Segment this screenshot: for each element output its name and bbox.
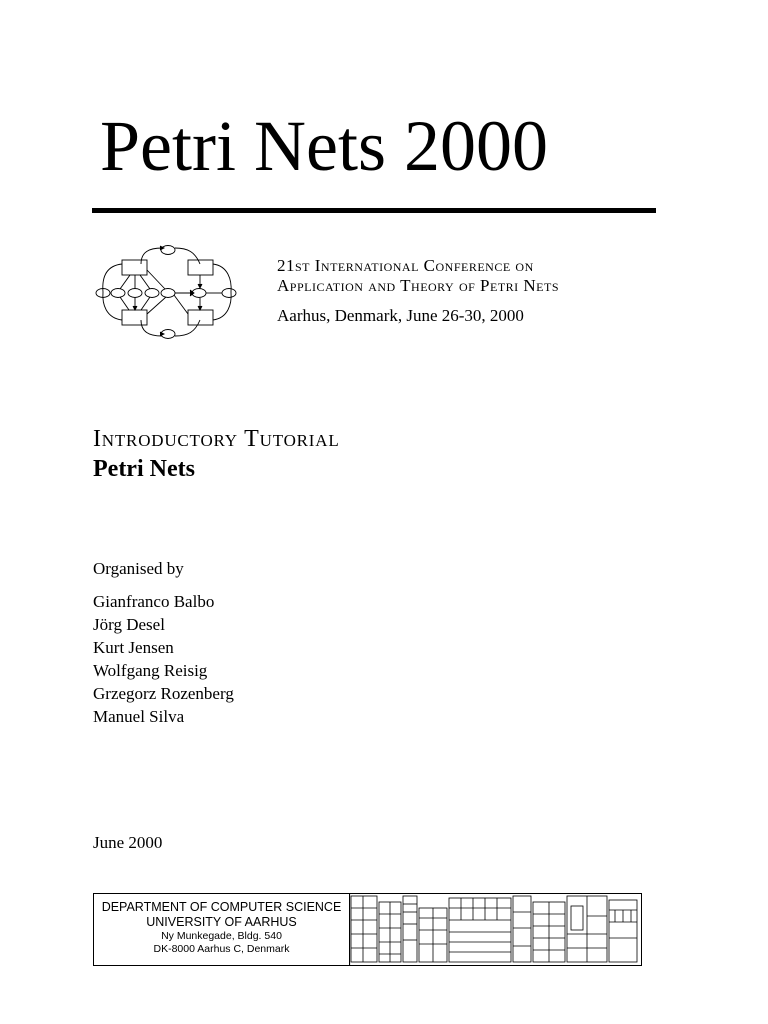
organiser-name: Gianfranco Balbo bbox=[93, 592, 215, 611]
organisers-list bbox=[93, 590, 234, 728]
conference-name-line2: Application and Theory of Petri Nets bbox=[277, 276, 560, 295]
university-name: UNIVERSITY OF AARHUS bbox=[146, 915, 297, 929]
organiser-name: Manuel Silva bbox=[93, 707, 185, 726]
tutorial-label: Introductory Tutorial bbox=[93, 426, 340, 452]
department-name: DEPARTMENT OF COMPUTER SCIENCE bbox=[101, 900, 342, 914]
page-title: Petri Nets 2000 bbox=[100, 106, 548, 186]
department-address bbox=[94, 900, 349, 956]
university-building-icon bbox=[349, 894, 641, 965]
tutorial-heading bbox=[93, 424, 340, 484]
tutorial-title: Petri Nets bbox=[93, 456, 195, 482]
organiser-name: Jörg Desel bbox=[93, 615, 165, 634]
street-address: Ny Munkegade, Bldg. 540 bbox=[161, 930, 282, 942]
organiser-name: Grzegorz Rozenberg bbox=[93, 684, 234, 703]
organiser-name: Kurt Jensen bbox=[93, 638, 174, 657]
organisers-section bbox=[93, 557, 234, 728]
petri-net-diagram-icon bbox=[94, 240, 240, 342]
conference-name-line1: 21st International Conference on bbox=[277, 256, 534, 275]
department-box bbox=[93, 893, 642, 966]
conference-info bbox=[277, 256, 559, 326]
organisers-heading: Organised by bbox=[93, 559, 184, 578]
city-address: DK-8000 Aarhus C, Denmark bbox=[153, 943, 290, 955]
title-rule bbox=[92, 208, 656, 213]
organiser-name: Wolfgang Reisig bbox=[93, 661, 208, 680]
conference-location-date: Aarhus, Denmark, June 26-30, 2000 bbox=[277, 306, 524, 325]
publication-date: June 2000 bbox=[93, 833, 163, 852]
